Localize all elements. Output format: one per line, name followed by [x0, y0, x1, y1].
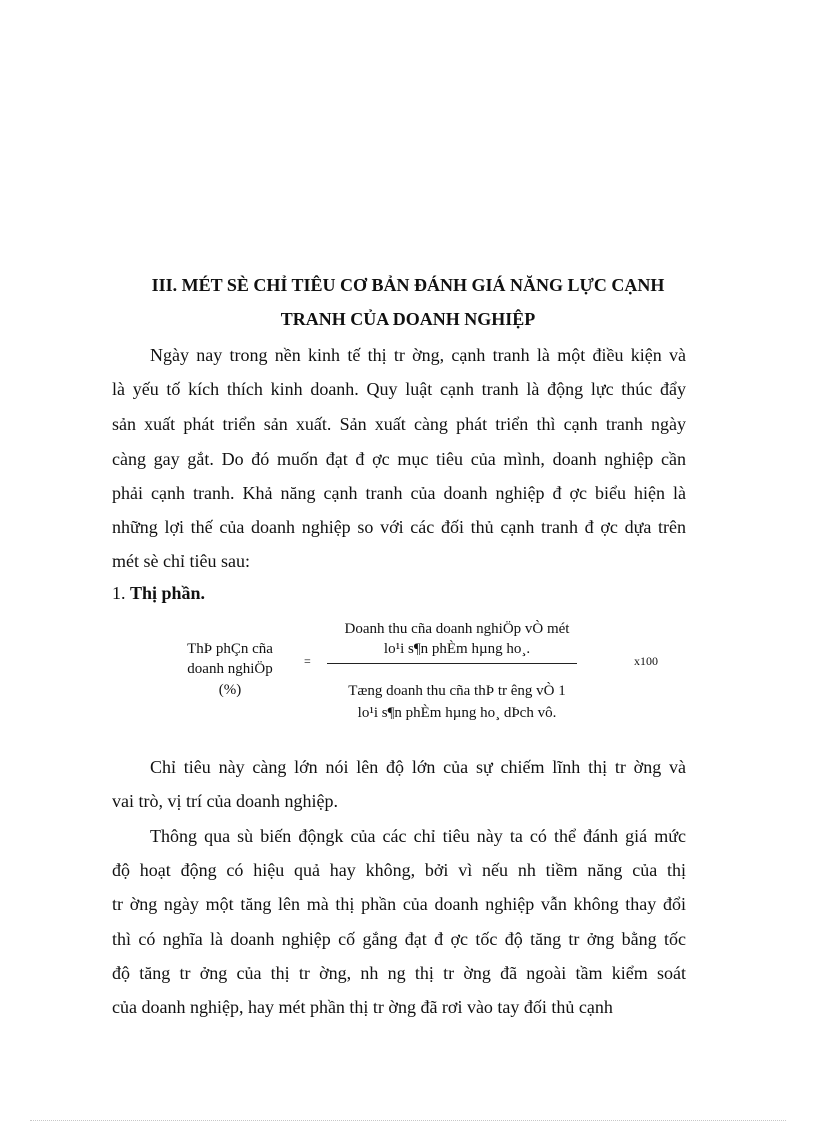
intro-line: càng gay gắt. Do đó muốn đạt đ ợc mục tiêu của mình, doanh nghiệp cần: [112, 449, 686, 469]
intro-line: là yếu tố kích thích kinh doanh. Quy luật cạnh tranh là động lực thúc đẩy: [112, 379, 686, 399]
paragraph-2-line: Chỉ tiêu này càng lớn nói lên độ lớn của sự chiếm lĩnh thị tr ờng và: [150, 757, 686, 777]
subsection-number: 1.: [112, 583, 126, 603]
fraction-bar: [327, 663, 577, 664]
subsection-heading: [112, 583, 205, 604]
intro-line: Ngày nay trong nền kinh tế thị tr ờng, cạnh tranh là một điều kiện và: [150, 345, 686, 365]
page-bottom-rule: [30, 1120, 786, 1121]
paragraph-3-line: độ hoạt động có hiệu quả hay không, bởi vì nếu nh tiềm năng của thị: [112, 860, 686, 880]
formula-numerator-line-1: Doanh thu cña doanh nghiÖp vÒ mét: [344, 621, 570, 637]
intro-line: những lợi thế của doanh nghiệp so với các đối thủ cạnh tranh đ ợc dựa trên: [112, 517, 686, 537]
formula-denominator-line-2: lo¹i s¶n phÈm hµng ho¸ dÞch vô.: [357, 705, 557, 721]
formula-numerator-line-2: lo¹i s¶n phÈm hµng ho¸.: [383, 641, 531, 657]
intro-line: phải cạnh tranh. Khả năng cạnh tranh của doanh nghiệp đ ợc biểu hiện là: [112, 483, 686, 503]
paragraph-3-line: Thông qua sù biến độngk của các chỉ tiêu này ta có thể đánh giá mức: [150, 826, 686, 846]
formula-multiplier: x100: [634, 654, 658, 668]
section-heading-line-2: TRANH CỦA DOANH NGHIỆP: [280, 309, 536, 329]
paragraph-3-line: thì có nghĩa là doanh nghiệp cố gắng đạt đ ợc tốc độ tăng tr ởng bằng tốc: [112, 929, 686, 949]
formula-lhs-line-1: ThÞ phÇn cña: [187, 641, 273, 657]
formula-equals: =: [304, 654, 311, 668]
paragraph-2-line: vai trò, vị trí của doanh nghiệp.: [112, 791, 338, 811]
section-heading-line-1: III. MÉT SÈ CHỈ TIÊU CƠ BẢN ĐÁNH GIÁ NĂNG LỰC CẠNH: [151, 275, 665, 295]
paragraph-3-line: của doanh nghiệp, hay mét phần thị tr ờng đã rơi vào tay đối thủ cạnh: [112, 997, 613, 1017]
paragraph-3-line: độ tăng tr ởng của thị tr ờng, nh ng thị tr ờng đã ngoài tầm kiểm soát: [112, 963, 686, 983]
formula-denominator-line-1: Tæng doanh thu cña thÞ tr êng vÒ 1: [348, 683, 566, 699]
subsection-title: Thị phần.: [130, 583, 206, 603]
paragraph-3-line: tr ờng ngày một tăng lên mà thị phần của doanh nghiệp vẫn không thay đổi: [112, 894, 686, 914]
formula-lhs-line-3: (%): [218, 682, 242, 698]
formula-lhs-line-2: doanh nghiÖp: [187, 661, 273, 677]
intro-line: mét sè chỉ tiêu sau:: [112, 551, 250, 571]
intro-line: sản xuất phát triển sản xuất. Sản xuất càng phát triển thì cạnh tranh ngày: [112, 414, 686, 434]
